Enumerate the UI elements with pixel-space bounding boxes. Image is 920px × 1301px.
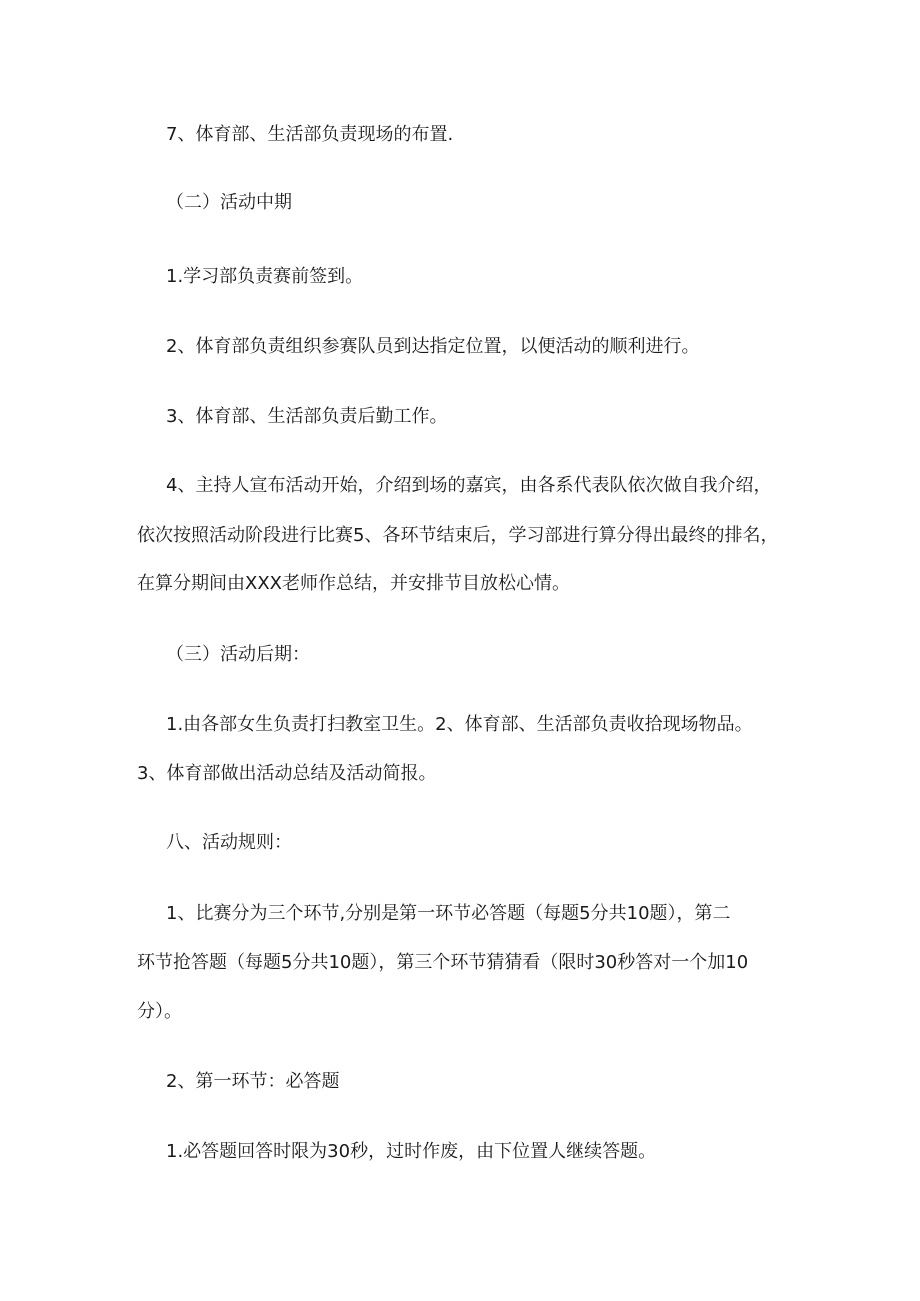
late-items-line-2: 3、体育部做出活动总结及活动简报。	[137, 763, 437, 784]
rule-2-item-1: 1.必答题回答时限为30秒，过时作废，由下位置人继续答题。	[166, 1141, 657, 1162]
mid-item-4-line-2: 依次按照活动阶段进行比赛5、各环节结束后，学习部进行算分得出最终的排名，	[137, 525, 779, 546]
item-7-venue-setup: 7、体育部、生活部负责现场的布置.	[166, 124, 454, 145]
section-heading-late-phase: （三）活动后期：	[166, 644, 310, 665]
rule-2-heading: 2、第一环节：必答题	[166, 1071, 340, 1092]
mid-item-1-signin: 1.学习部负责赛前签到。	[166, 266, 364, 287]
mid-item-4-line-1: 4、主持人宣布活动开始，介绍到场的嘉宾，由各系代表队依次做自我介绍，	[166, 475, 772, 496]
section-heading-rules: 八、活动规则：	[166, 832, 292, 853]
rule-1-line-1: 1、比赛分为三个环节,分别是第一环节必答题（每题5分共10题），第二	[166, 903, 731, 924]
mid-item-4-line-3: 在算分期间由XXX老师作总结，并安排节目放松心情。	[137, 573, 570, 594]
late-items-line-1: 1.由各部女生负责打扫教室卫生。2、体育部、生活部负责收拾现场物品。	[166, 714, 753, 735]
rule-1-line-2: 环节抢答题（每题5分共10题），第三个环节猜猜看（限时30秒答对一个加10	[137, 952, 749, 973]
mid-item-2-positioning: 2、体育部负责组织参赛队员到达指定位置，以便活动的顺利进行。	[166, 336, 700, 357]
rule-1-line-3: 分）。	[137, 1001, 182, 1022]
section-heading-mid-phase: （二）活动中期	[166, 192, 292, 213]
mid-item-3-logistics: 3、体育部、生活部负责后勤工作。	[166, 406, 448, 427]
